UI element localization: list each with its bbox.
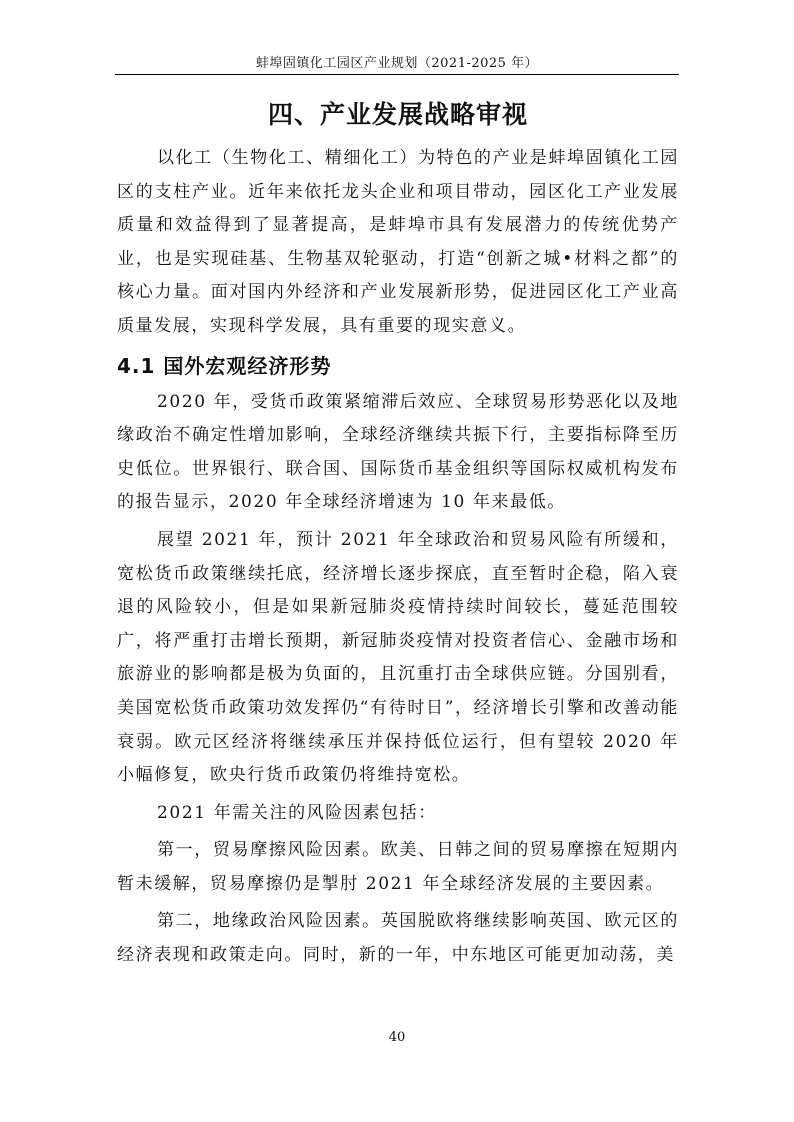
body-paragraph: 2020 年，受货币政策紧缩滞后效应、全球贸易形势恶化以及地缘政治不确定性增加影响，全球经济继续共振下行，主要指标降至历史低位。世界银行、联合国、国际货币基金组织等国际权威机构发布的报告显示，2020 年全球经济增速为 10 年来最低。 (117, 391, 679, 513)
running-header: 蚌埠固镇化工园区产业规划（2021-2025 年） (255, 56, 539, 71)
header-rule (115, 74, 679, 75)
section-title: 4.1 国外宏观经济形势 (117, 353, 332, 378)
body-paragraph: 展望 2021 年，预计 2021 年全球政治和贸易风险有所缓和，宽松货币政策继续托底，经济增长逐步探底，直至暂时企稳，陷入衰退的风险较小，但是如果新冠肺炎疫情持续时间较长，蔓延范围较广，将严重打击增长预期，新冠肺炎疫情对投资者信心、金融市场和旅游业的影响都是极为负面的，且沉重打击全球供应链。分国别看，美国宽松货币政策功效发挥仍“有待时日”，经济增长引擎和改善动能衰弱。欧元区经济将继续承压并保持低位运行，但有望较 2020 年小幅修复，欧央行货币政策仍将维持宽松。 (117, 529, 679, 786)
body-paragraph: 2021 年需关注的风险因素包括： (157, 802, 437, 823)
chapter-title: 四、产业发展战略审视 (267, 100, 528, 129)
body-paragraph: 第一，贸易摩擦风险因素。欧美、日韩之间的贸易摩擦在短期内暂未缓解，贸易摩擦仍是掣肘 2021 年全球经济发展的主要因素。 (117, 840, 679, 894)
body-paragraph: 第二，地缘政治风险因素。英国脱欧将继续影响英国、欧元区的经济表现和政策走向。同时，新的一年，中东地区可能更加动荡，美 (117, 911, 679, 966)
page-body (117, 96, 679, 973)
chapter-intro-paragraph: 以化工（生物化工、精细化工）为特色的产业是蚌埠固镇化工园区的支柱产业。近年来依托龙头企业和项目带动，园区化工产业发展质量和效益得到了显著提高，是蚌埠市具有发展潜力的传统优势产业，也是实现硅基、生物基双轮驱动，打造“创新之城•材料之都”的核心力量。面对国内外经济和产业发展新形势，促进园区化工产业高质量发展，实现科学发展，具有重要的现实意义。 (117, 148, 679, 336)
page-number: 40 (388, 1030, 406, 1045)
